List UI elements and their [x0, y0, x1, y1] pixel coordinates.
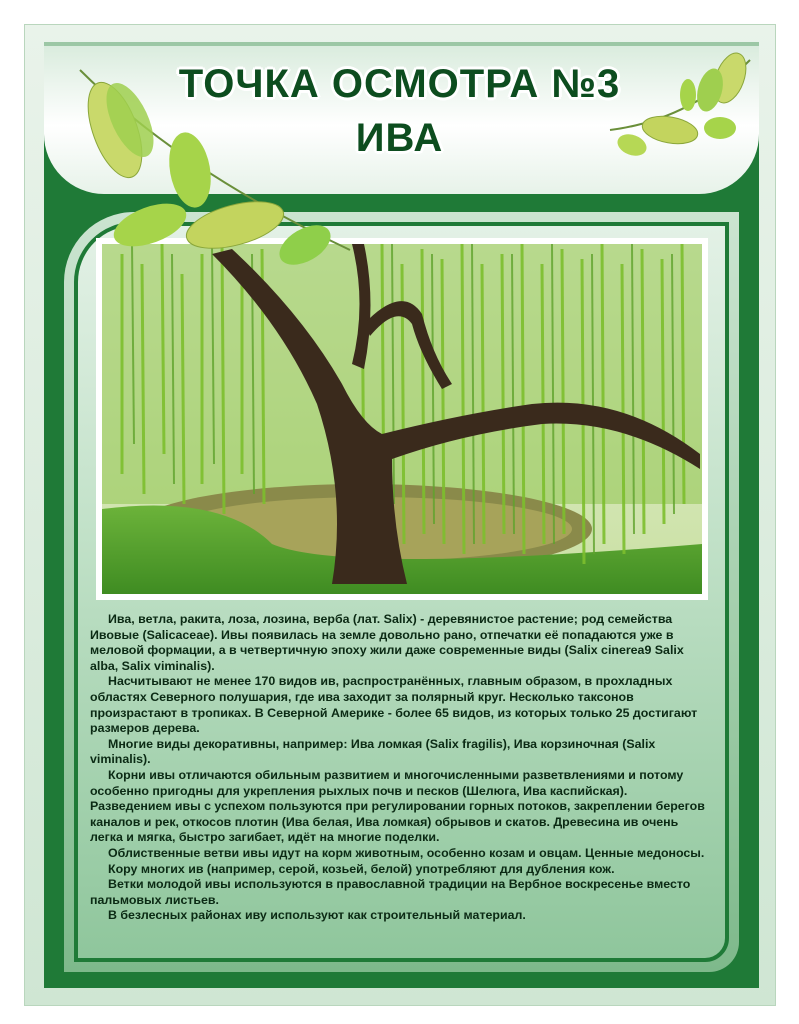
paragraph: Насчитывают не менее 170 видов ив, распространённых, главным образом, в прохладных областях Северного полушария, где ива заходит за полярный круг. Несколько таксонов произрастают в тропиках. В Северной Америке - более 65 видов, из которых только 25 достигают размеров дерева.	[90, 674, 698, 736]
paragraph: В безлесных районах иву используют как строительный материал.	[108, 908, 526, 923]
paragraph: Кору многих ив (например, серой, козьей, белой) употребляют для дубления кож.	[108, 861, 615, 876]
paragraph: Ветки молодой ивы используются в православной традиции на Вербное воскресенье вместо пальмовых листьев.	[90, 877, 691, 907]
paragraph: Ива, ветла, ракита, лоза, лозина, верба (лат. Salix) - деревянистое растение; род семейства Ивовые (Salicaceae). Ивы появилась на земле довольно рано, отпечатки её попадаются уже в меловой формации, а в четвертичную эпоху жили даже современные виды (Salix cinerea9 Salix alba, Salix viminalis).	[90, 612, 684, 673]
paragraph: Многие виды декоративны, например: Ива ломкая (Salix fragilis), Ива корзиночная (Salix viminalis).	[90, 736, 656, 767]
paragraph: Облиственные ветви ивы идут на корм животным, особенно козам и овцам. Ценные медоносы.	[108, 845, 705, 860]
leaf-branch-right-icon	[600, 50, 760, 170]
paragraph: Корни ивы отличаются обильным развитием и многочисленными разветвлениями и потому особенно пригодны для укрепления рыхлых почв и песков (Шелюга, Ива каспийская). Разведением ивы с успехом пользуются при регулировании горных потоков, закреплении берегов каналов и рек, откосов плотин (Ива белая, Ива ломкая) обрывов и скатов. Древесина ив очень легка и мягка, быстро загибает, идёт на многие поделки.	[90, 767, 705, 845]
title-line-2: ИВА	[355, 116, 444, 160]
leaf-branch-left-icon	[60, 50, 360, 270]
willow-tree-photo	[102, 244, 702, 594]
description-text	[90, 612, 710, 924]
title-line-1: ТОЧКА ОСМОТРА №3	[178, 62, 621, 106]
